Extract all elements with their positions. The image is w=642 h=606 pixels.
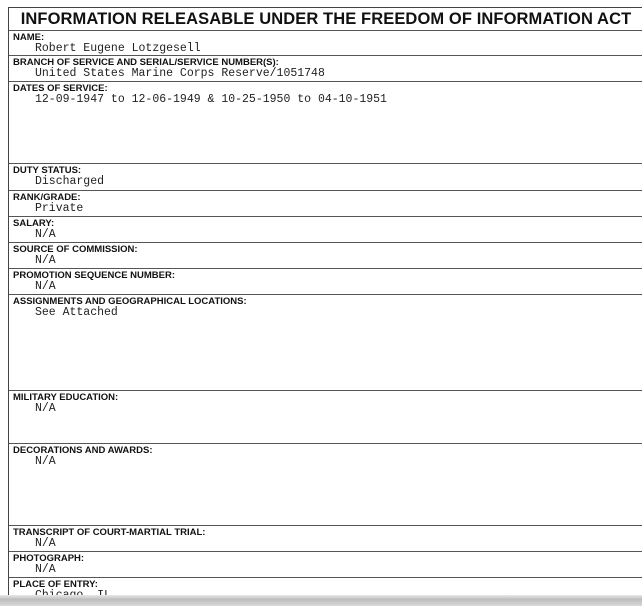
field-salary [9, 216, 642, 242]
field-value: Robert Eugene Lotzgesell [35, 42, 201, 55]
field-value: Private [35, 202, 84, 215]
field-source-of-commission [9, 242, 642, 268]
field-label: PHOTOGRAPH: [13, 553, 85, 564]
field-label: RANK/GRADE: [13, 192, 81, 203]
field-dates-of-service [9, 81, 642, 163]
field-value: 12-09-1947 to 12-06-1949 & 10-25-1950 to 04-10-1951 [35, 93, 387, 106]
field-military-education [9, 390, 642, 443]
field-label: NAME: [13, 32, 45, 43]
field-photograph [9, 551, 642, 577]
scan-bottom-edge [0, 595, 642, 606]
field-duty-status [9, 163, 642, 190]
form-title: INFORMATION RELEASABLE UNDER THE FREEDOM OF INFORMATION ACT [20, 10, 632, 28]
field-label: DECORATIONS AND AWARDS: [13, 445, 153, 456]
field-label: PROMOTION SEQUENCE NUMBER: [13, 270, 176, 281]
field-value: N/A [35, 563, 56, 576]
field-label: ASSIGNMENTS AND GEOGRAPHICAL LOCATIONS: [13, 296, 247, 307]
field-label: BRANCH OF SERVICE AND SERIAL/SERVICE NUMBER(S): [13, 57, 279, 68]
field-label: DATES OF SERVICE: [13, 83, 108, 94]
field-branch-of-service [9, 55, 642, 81]
field-label: SOURCE OF COMMISSION: [13, 244, 138, 255]
field-value: See Attached [35, 306, 118, 319]
field-value: N/A [35, 537, 56, 550]
field-label: MILITARY EDUCATION: [13, 392, 119, 403]
field-value: N/A [35, 402, 56, 415]
field-value: Discharged [35, 175, 105, 188]
field-court-martial-transcript [9, 525, 642, 551]
field-name [9, 30, 642, 55]
field-value: N/A [35, 254, 56, 267]
field-value: N/A [35, 280, 56, 293]
field-label: PLACE OF ENTRY: [13, 579, 98, 590]
field-value: United States Marine Corps Reserve/1051748 [35, 67, 325, 80]
field-promotion-sequence-number [9, 268, 642, 294]
field-label: DUTY STATUS: [13, 165, 82, 176]
field-assignments [9, 294, 642, 390]
field-value: N/A [35, 455, 56, 468]
field-label: TRANSCRIPT OF COURT-MARTIAL TRIAL: [13, 527, 206, 538]
field-rank-grade [9, 190, 642, 216]
field-label: SALARY: [13, 218, 55, 229]
foia-form [8, 7, 642, 603]
field-value: N/A [35, 228, 56, 241]
field-decorations-and-awards [9, 443, 642, 525]
